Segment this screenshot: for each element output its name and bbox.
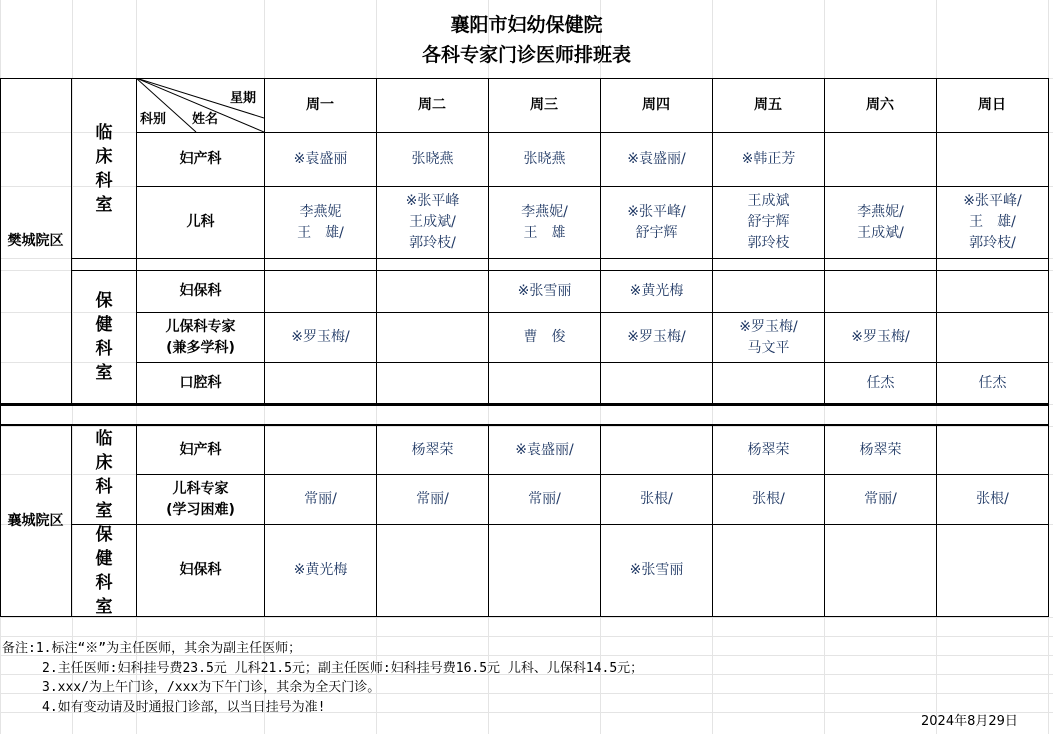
day-header: 周一 bbox=[306, 97, 334, 113]
department-label bbox=[137, 271, 264, 312]
doctor-name: 郭玲枝 bbox=[747, 235, 790, 251]
department-label bbox=[137, 187, 264, 258]
schedule-cell bbox=[937, 525, 1048, 616]
schedule-cell bbox=[937, 133, 1048, 186]
doctor-name: 王成斌/ bbox=[857, 224, 904, 241]
schedule-cell bbox=[489, 525, 600, 616]
doctor-name: ※张雪丽 bbox=[517, 283, 572, 299]
schedule-cell bbox=[825, 525, 936, 616]
schedule-cell bbox=[713, 426, 824, 474]
day-header: 周六 bbox=[866, 97, 894, 113]
doctor-name: ※罗玉梅/ bbox=[291, 329, 350, 345]
category-char: 保 bbox=[95, 291, 113, 311]
doctor-name: 郭玲枝/ bbox=[969, 235, 1016, 251]
schedule-cell bbox=[377, 363, 488, 403]
schedule-cell bbox=[265, 313, 376, 362]
doctor-name: 张根/ bbox=[976, 491, 1009, 507]
department-text: 妇保科 bbox=[179, 562, 222, 578]
doctor-name: ※袁盛丽 bbox=[293, 151, 348, 167]
schedule-cell bbox=[489, 133, 600, 186]
schedule-cell bbox=[377, 187, 488, 258]
schedule-cell bbox=[265, 475, 376, 524]
schedule-cell bbox=[601, 187, 712, 258]
doctor-name: ※袁盛丽/ bbox=[627, 151, 686, 167]
doctor-name: 任杰 bbox=[978, 374, 1007, 391]
schedule-cell bbox=[265, 133, 376, 186]
department-text: 儿科 bbox=[186, 214, 215, 230]
schedule-cell bbox=[265, 271, 376, 312]
schedule-cell bbox=[377, 133, 488, 186]
day-header: 周三 bbox=[530, 97, 558, 113]
schedule-cell bbox=[489, 313, 600, 362]
schedule-cell bbox=[377, 313, 488, 362]
note-4: 4.如有变动请及时通报门诊部，以当日挂号为准! bbox=[42, 700, 326, 715]
category-char: 床 bbox=[95, 146, 113, 167]
schedule-cell bbox=[713, 271, 824, 312]
schedule-cell bbox=[601, 525, 712, 616]
doctor-name: ※张平峰/ bbox=[627, 203, 686, 220]
table-border bbox=[72, 258, 1049, 259]
doctor-name: 王 雄/ bbox=[297, 224, 344, 241]
page-title: 襄阳市妇幼保健院 bbox=[450, 14, 603, 36]
department-text: (兼多学科) bbox=[166, 339, 235, 356]
department-text: (学习困难) bbox=[166, 501, 235, 518]
category-char: 临 bbox=[95, 429, 113, 449]
note-3: 3.xxx/为上午门诊，/xxx为下午门诊，其余为全天门诊。 bbox=[42, 680, 381, 695]
schedule-cell bbox=[713, 475, 824, 524]
schedule-cell bbox=[825, 271, 936, 312]
schedule-cell bbox=[265, 187, 376, 258]
table-border bbox=[0, 616, 1049, 617]
doctor-name: 常丽/ bbox=[528, 491, 561, 507]
doctor-name: 王成斌 bbox=[747, 193, 790, 209]
doctor-name: 常丽/ bbox=[416, 491, 449, 507]
doctor-name: ※张雪丽 bbox=[629, 562, 684, 578]
table-border bbox=[1048, 78, 1049, 617]
doctor-name: 王成斌/ bbox=[409, 214, 456, 230]
schedule-cell bbox=[489, 187, 600, 258]
schedule-cell bbox=[377, 475, 488, 524]
category-char: 健 bbox=[95, 548, 113, 569]
department-label bbox=[137, 475, 264, 524]
doctor-name: 杨翠荣 bbox=[747, 441, 790, 458]
day-header: 周二 bbox=[418, 97, 446, 113]
doctor-name: 李燕妮/ bbox=[857, 203, 904, 220]
department-text: 儿保科专家 bbox=[165, 318, 236, 335]
day-header: 周四 bbox=[642, 97, 670, 113]
category-char: 室 bbox=[95, 194, 113, 215]
category-clinical bbox=[72, 426, 136, 524]
schedule-cell bbox=[713, 313, 824, 362]
doctor-name: 李燕妮/ bbox=[521, 203, 568, 220]
doctor-name: ※黄光梅 bbox=[629, 283, 684, 299]
schedule-cell bbox=[825, 187, 936, 258]
category-char: 保 bbox=[95, 524, 113, 545]
category-char: 床 bbox=[95, 453, 113, 473]
note-2: 2.主任医师:妇科挂号费23.5元 儿科21.5元；副主任医师:妇科挂号费16.5元 儿科、儿保科14.5元； bbox=[42, 661, 644, 676]
department-text: 妇产科 bbox=[179, 151, 222, 167]
doctor-name: ※罗玉梅/ bbox=[627, 329, 686, 345]
category-char: 科 bbox=[95, 170, 113, 191]
schedule-cell bbox=[601, 133, 712, 186]
department-text: 妇保科 bbox=[179, 283, 222, 299]
category-health bbox=[72, 271, 136, 403]
doctor-name: 王 雄 bbox=[523, 224, 566, 241]
department-label bbox=[137, 426, 264, 474]
schedule-cell bbox=[825, 133, 936, 186]
department-text: 口腔科 bbox=[179, 374, 222, 391]
corner-dept: 科别 bbox=[140, 112, 167, 127]
category-char: 室 bbox=[95, 596, 113, 617]
doctor-name: ※黄光梅 bbox=[293, 562, 348, 578]
category-char: 健 bbox=[95, 315, 113, 335]
doctor-name: 曹 俊 bbox=[523, 329, 566, 345]
category-health bbox=[72, 525, 136, 616]
schedule-cell bbox=[713, 133, 824, 186]
doctor-name: 张晓燕 bbox=[523, 151, 566, 167]
schedule-cell bbox=[489, 426, 600, 474]
schedule-cell bbox=[825, 363, 936, 403]
schedule-cell bbox=[937, 426, 1048, 474]
doctor-name: 杨翠荣 bbox=[859, 441, 902, 458]
doctor-name: ※张平峰 bbox=[405, 193, 460, 209]
grid-line bbox=[0, 617, 1053, 618]
corner-name: 姓名 bbox=[192, 112, 219, 127]
department-text: 儿科专家 bbox=[172, 480, 229, 497]
schedule-cell bbox=[489, 271, 600, 312]
corner-week: 星期 bbox=[230, 91, 257, 106]
department-label bbox=[137, 313, 264, 362]
category-char: 科 bbox=[95, 572, 113, 593]
department-label bbox=[137, 525, 264, 616]
doctor-name: 张根/ bbox=[752, 491, 785, 507]
doctor-name: 杨翠荣 bbox=[411, 441, 454, 458]
doctor-name: 常丽/ bbox=[304, 491, 337, 507]
category-char: 科 bbox=[95, 477, 113, 497]
doctor-name: ※袁盛丽/ bbox=[515, 441, 574, 458]
schedule-cell bbox=[937, 187, 1048, 258]
doctor-name: ※罗玉梅/ bbox=[739, 318, 798, 335]
category-char: 室 bbox=[95, 363, 113, 383]
doctor-name: 王 雄/ bbox=[969, 214, 1016, 230]
day-header: 周日 bbox=[978, 97, 1006, 113]
schedule-cell bbox=[489, 363, 600, 403]
doctor-name: 常丽/ bbox=[864, 491, 897, 507]
schedule-cell bbox=[265, 525, 376, 616]
schedule-cell bbox=[489, 475, 600, 524]
doctor-name: ※罗玉梅/ bbox=[851, 329, 910, 345]
doctor-name: 张根/ bbox=[640, 491, 673, 507]
schedule-cell bbox=[713, 525, 824, 616]
doctor-name: 舒宇辉 bbox=[747, 214, 790, 230]
schedule-cell bbox=[601, 475, 712, 524]
doctor-name: ※张平峰/ bbox=[963, 193, 1022, 209]
schedule-cell bbox=[601, 426, 712, 474]
doctor-name: 李燕妮 bbox=[299, 203, 342, 220]
note-1: 备注:1.标注“※”为主任医师，其余为副主任医师； bbox=[2, 641, 302, 656]
schedule-cell bbox=[601, 271, 712, 312]
category-char: 临 bbox=[95, 122, 113, 143]
campus-xiangcheng: 襄城院区 bbox=[7, 512, 64, 529]
schedule-cell bbox=[377, 426, 488, 474]
doctor-name: 马文平 bbox=[747, 339, 790, 356]
schedule-cell bbox=[265, 426, 376, 474]
doctor-name: 张晓燕 bbox=[411, 151, 454, 167]
category-char: 科 bbox=[95, 339, 113, 359]
schedule-cell bbox=[825, 313, 936, 362]
schedule-cell bbox=[713, 363, 824, 403]
page-subtitle: 各科专家门诊医师排班表 bbox=[421, 44, 631, 66]
schedule-cell bbox=[937, 363, 1048, 403]
category-clinical bbox=[72, 79, 136, 258]
department-label bbox=[137, 133, 264, 186]
doctor-name: 郭玲枝/ bbox=[409, 235, 456, 251]
schedule-cell bbox=[825, 426, 936, 474]
print-date: 2024年8月29日 bbox=[921, 714, 1018, 729]
schedule-cell bbox=[377, 271, 488, 312]
schedule-cell bbox=[937, 475, 1048, 524]
schedule-cell bbox=[265, 363, 376, 403]
schedule-cell bbox=[713, 187, 824, 258]
schedule-cell bbox=[825, 475, 936, 524]
schedule-cell bbox=[377, 525, 488, 616]
day-header: 周五 bbox=[754, 97, 782, 113]
schedule-cell bbox=[601, 363, 712, 403]
category-char: 室 bbox=[95, 501, 113, 521]
doctor-name: ※韩正芳 bbox=[741, 151, 796, 167]
campus-fancheng: 樊城院区 bbox=[7, 232, 64, 249]
doctor-name: 任杰 bbox=[866, 374, 895, 391]
schedule-cell bbox=[601, 313, 712, 362]
table-border bbox=[0, 403, 1049, 406]
doctor-name: 舒宇辉 bbox=[635, 224, 678, 241]
department-text: 妇产科 bbox=[179, 441, 222, 458]
schedule-cell bbox=[937, 313, 1048, 362]
schedule-cell bbox=[937, 271, 1048, 312]
department-label bbox=[137, 363, 264, 403]
